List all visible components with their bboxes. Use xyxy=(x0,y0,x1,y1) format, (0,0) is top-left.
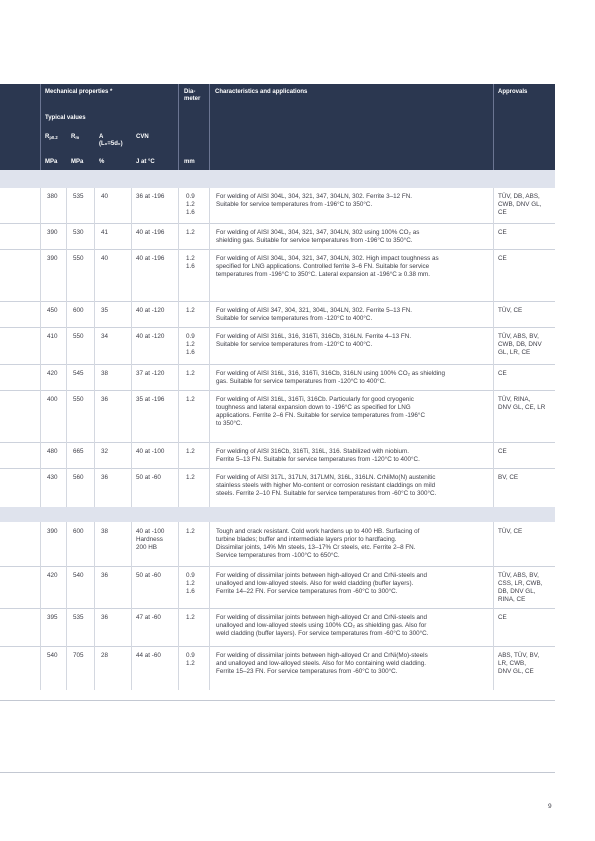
cell-a: 35 xyxy=(101,307,109,314)
cell-rp: 400 xyxy=(47,396,58,403)
rp-heading: $R_{p0.2}$ xyxy=(45,134,58,140)
cell-a: 28 xyxy=(101,652,109,659)
cell-rm: 600 xyxy=(73,307,84,314)
cell-a: 36 xyxy=(101,474,109,481)
unit-diameter: mm xyxy=(184,159,195,165)
approvals-heading: Approvals xyxy=(498,89,528,95)
cell-rp: 450 xyxy=(47,307,58,314)
cell-cvn: 50 at -60 xyxy=(136,474,161,481)
section-band-1 xyxy=(0,170,555,188)
column-separator xyxy=(40,188,41,507)
cell-rm: 535 xyxy=(73,614,84,621)
row-separator xyxy=(0,646,555,647)
row-separator xyxy=(0,364,555,365)
unit-rp: MPa xyxy=(45,159,58,165)
cell-characteristics: For welding of dissimilar joints between high-alloyed Cr and CrNi(Mo)-steels and unalloyed and low-alloyed steels. Also for Mo containing weld cladding. Ferrite 15–23 FN. For service temperatures from -60°C to 300°C. xyxy=(216,652,428,675)
column-separator xyxy=(66,188,67,507)
column-separator xyxy=(178,188,179,507)
cell-diameter: 0.9 1.2 1.6 xyxy=(186,193,195,216)
cell-rm: 550 xyxy=(73,333,84,340)
cell-rm: 530 xyxy=(73,229,84,236)
cell-cvn: 40 at -196 xyxy=(136,255,165,262)
cell-cvn: 36 at -196 xyxy=(136,193,165,200)
cell-diameter: 0.9 1.2 1.6 xyxy=(186,333,195,356)
cell-a: 40 xyxy=(101,255,109,262)
cell-diameter: 1.2 xyxy=(186,614,195,621)
column-separator xyxy=(94,188,95,507)
cell-a: 40 xyxy=(101,193,109,200)
diameter-heading: Dia- xyxy=(184,89,196,95)
typical-values-label: Typical values xyxy=(45,115,86,121)
cell-characteristics: For welding of AISI 304L, 304, 321, 347, 304LN, 302. Ferrite 3–12 FN. Suitable for service temperatures from -196°C to 350°C. xyxy=(216,193,413,208)
cell-rp: 380 xyxy=(47,193,58,200)
cell-diameter: 1.2 xyxy=(186,448,195,455)
column-separator xyxy=(178,522,179,690)
cell-rp: 420 xyxy=(47,572,58,579)
page-number: 9 xyxy=(548,803,552,810)
cell-characteristics: For welding of AISI 317L, 317LN, 317LMN, 316L, 316LN. CrNiMo(N) austenitic stainless steels with higher Mo-content or corrosion resistant claddings on mild steels. Ferrite 2–10 FN. Suitable for service temperatures from -60°C to 300°C. xyxy=(216,474,437,497)
cell-characteristics: For welding of dissimilar joints between high-alloyed Cr and CrNi-steels and unalloyed and low-alloyed steels using 100% CO₂ as shielding gas. Also for weld cladding (buffer layers). For service temperatures from -60°C to 300°C. xyxy=(216,614,429,637)
column-separator xyxy=(493,188,494,507)
cell-a: 36 xyxy=(101,572,109,579)
column-separator xyxy=(493,522,494,690)
cell-approvals: ABS, TÜV, BV, LR, CWB, DNV GL, CE xyxy=(498,652,540,675)
cell-approvals: TÜV, CE xyxy=(498,307,523,314)
cell-rp: 390 xyxy=(47,528,58,535)
cell-approvals: TÜV, CE xyxy=(498,528,523,535)
cell-characteristics: Tough and crack resistant. Cold work hardens up to 400 HB. Surfacing of turbine blades; buffer and intermediate layers prior to hardfacing. Dissimilar joints, 14% Mn steels, 13–17% Cr steels, etc. Ferrite 2–8 FN. Service temperatures from -100°C to 650°C. xyxy=(216,528,420,559)
cell-rp: 420 xyxy=(47,370,58,377)
cell-diameter: 0.9 1.2 xyxy=(186,652,195,667)
divider-lower xyxy=(0,700,555,701)
cell-cvn: 35 at -196 xyxy=(136,396,165,403)
row-separator xyxy=(0,327,555,328)
cell-cvn: 50 at -60 xyxy=(136,572,161,579)
column-separator xyxy=(131,522,132,690)
mechanical-properties-heading: Mechanical properties * xyxy=(45,89,113,95)
cell-diameter: 1.2 xyxy=(186,396,195,403)
characteristics-heading: Characteristics and applications xyxy=(215,89,308,95)
row-separator xyxy=(0,223,555,224)
cell-rm: 560 xyxy=(73,474,84,481)
cell-rm: 665 xyxy=(73,448,84,455)
a-heading: A xyxy=(99,134,104,140)
cell-rp: 390 xyxy=(47,255,58,262)
cell-approvals: CE xyxy=(498,229,507,236)
row-separator xyxy=(0,390,555,391)
cell-diameter: 1.2 xyxy=(186,370,195,377)
cell-rm: 600 xyxy=(73,528,84,535)
cell-approvals: BV, CE xyxy=(498,474,519,481)
cell-rp: 540 xyxy=(47,652,58,659)
cell-diameter: 0.9 1.2 1.6 xyxy=(186,572,195,595)
cell-rm: 550 xyxy=(73,255,84,262)
cell-a: 36 xyxy=(101,396,109,403)
table-header xyxy=(0,84,555,170)
column-separator xyxy=(209,188,210,507)
cell-cvn: 40 at -196 xyxy=(136,229,165,236)
cell-rp: 480 xyxy=(47,448,58,455)
row-separator xyxy=(0,566,555,567)
cell-characteristics: For welding of AISI 347, 304, 321, 304L, 304LN, 302. Ferrite 5–13 FN. Suitable for service temperatures from -120°C to 400°C. xyxy=(216,307,413,322)
row-separator xyxy=(0,442,555,443)
cell-characteristics: For welding of AISI 304L, 304, 321, 347, 304LN, 302. High impact toughness as specified for LNG applications. Controlled ferrite 3–6 FN. Suitable for service temperatures from -196°C to 350°C. Lateral expansion at -196°C ≥ 0.38 mm. xyxy=(216,255,439,278)
cell-cvn: 40 at -120 xyxy=(136,333,165,340)
cell-approvals: TÜV, ABS, BV, CWB, DB, DNV GL, LR, CE xyxy=(498,333,542,356)
section-band-2 xyxy=(0,507,555,522)
cell-characteristics: For welding of dissimilar joints between high-alloyed Cr and CrNi-steels and unalloyed and low-alloyed steels. Also for weld cladding (buffer layers). Ferrite 14–22 FN. For service temperatures from -60°C to 300°C. xyxy=(216,572,428,595)
cvn-heading: CVN xyxy=(136,134,149,140)
cell-rm: 535 xyxy=(73,193,84,200)
column-separator xyxy=(40,522,41,690)
cell-approvals: CE xyxy=(498,448,507,455)
a-gauge-subheading: (L₀=5d₀) xyxy=(99,141,123,147)
cell-a: 38 xyxy=(101,370,109,377)
cell-cvn: 40 at -120 xyxy=(136,307,165,314)
cell-a: 36 xyxy=(101,614,109,621)
cell-a: 41 xyxy=(101,229,109,236)
cell-a: 32 xyxy=(101,448,109,455)
cell-characteristics: For welding of AISI 304L, 304, 321, 347, 304LN, 302 using 100% CO₂ as shielding gas. Suitable for service temperatures from -196°C to 350°C. xyxy=(216,229,420,244)
column-separator xyxy=(209,522,210,690)
cell-diameter: 1.2 xyxy=(186,528,195,535)
cell-diameter: 1.2 xyxy=(186,229,195,236)
cell-approvals: CE xyxy=(498,370,507,377)
cell-rm: 540 xyxy=(73,572,84,579)
cell-rp: 390 xyxy=(47,229,58,236)
rm-heading: $R_m$ xyxy=(71,134,80,140)
cell-approvals: CE xyxy=(498,614,507,621)
cell-cvn: 40 at -100 xyxy=(136,448,165,455)
cell-characteristics: For welding of AISI 316L, 316Ti, 316Cb. Particularly for good cryogenic toughness and lateral expansion down to -196°C as specified for LNG applications. Ferrite 2–6 FN. Suitable for service temperatures from -196°C to 350°C. xyxy=(216,396,426,427)
cell-rm: 705 xyxy=(73,652,84,659)
cell-characteristics: For welding of AISI 316Cb, 316Ti, 316L, 316. Stabilized with niobium. Ferrite 5–13 FN. Suitable for service temperatures from -120°C to 400°C. xyxy=(216,448,420,463)
cell-rp: 410 xyxy=(47,333,58,340)
unit-rm: MPa xyxy=(71,159,84,165)
row-separator xyxy=(0,301,555,302)
cell-rm: 545 xyxy=(73,370,84,377)
row-separator xyxy=(0,249,555,250)
cell-rp: 430 xyxy=(47,474,58,481)
cell-approvals: TÜV, DB, ABS, CWB, DNV GL, CE xyxy=(498,193,542,216)
cell-cvn: 44 at -60 xyxy=(136,652,161,659)
cell-diameter: 1.2 1.6 xyxy=(186,255,195,270)
cell-diameter: 1.2 xyxy=(186,474,195,481)
cell-characteristics: For welding of AISI 316L, 316, 316Ti, 316Cb, 316LN using 100% CO₂ as shielding gas. Suitable for service temperatures from -120°C to 400°C. xyxy=(216,370,446,385)
cell-a: 34 xyxy=(101,333,109,340)
cell-approvals: TÜV, ABS, BV, CSS, LR, CWB, DB, DNV GL, RINA, CE xyxy=(498,572,543,603)
column-separator xyxy=(66,522,67,690)
cell-cvn: 47 at -60 xyxy=(136,614,161,621)
unit-cvn: J at °C xyxy=(136,159,155,165)
cell-approvals: CE xyxy=(498,255,507,262)
cell-cvn: 40 at -100 Hardness 200 HB xyxy=(136,528,165,551)
cell-diameter: 1.2 xyxy=(186,307,195,314)
cell-characteristics: For welding of AISI 316L, 316, 316Ti, 316Cb, 316LN. Ferrite 4–13 FN. Suitable for service temperatures from -120°C to 400°C. xyxy=(216,333,412,348)
cell-cvn: 37 at -120 xyxy=(136,370,165,377)
cell-rp: 395 xyxy=(47,614,58,621)
row-separator xyxy=(0,608,555,609)
diameter-heading-2: meter xyxy=(184,96,201,102)
column-separator xyxy=(131,188,132,507)
cell-a: 38 xyxy=(101,528,109,535)
unit-a: % xyxy=(99,159,105,165)
divider-footer xyxy=(0,772,555,773)
cell-approvals: TÜV, RINA, DNV GL, CE, LR xyxy=(498,396,546,411)
column-separator xyxy=(94,522,95,690)
row-separator xyxy=(0,468,555,469)
cell-rm: 550 xyxy=(73,396,84,403)
